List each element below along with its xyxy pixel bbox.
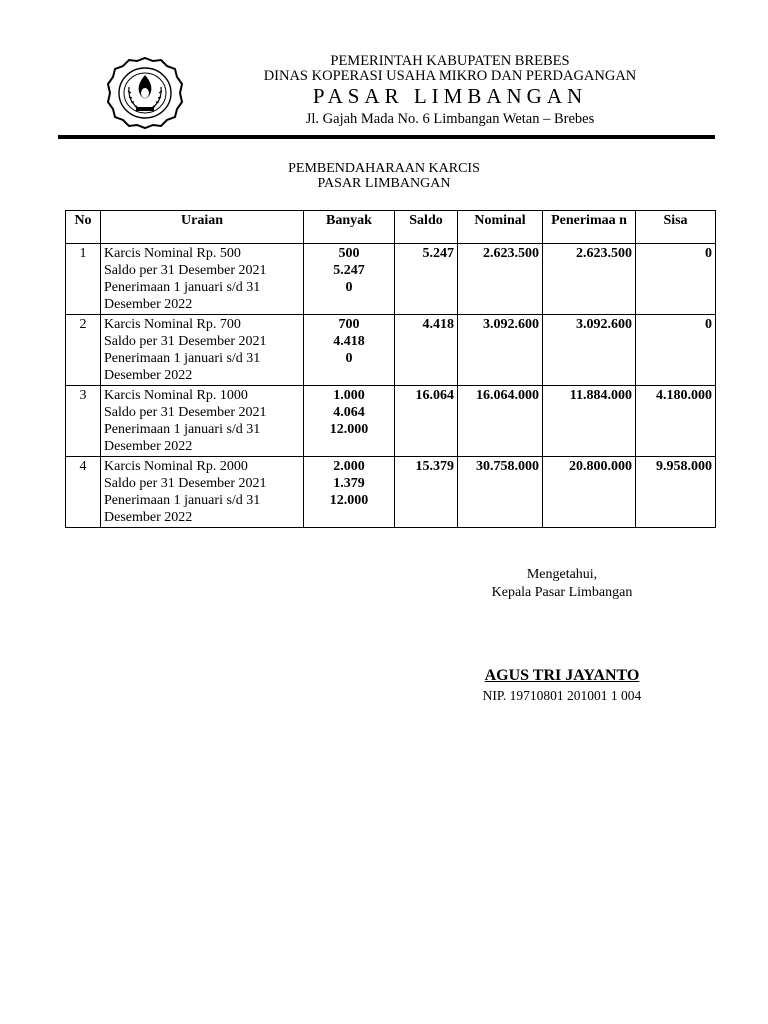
uraian-line: Penerimaan 1 januari s/d 31 Desember 2022 xyxy=(104,493,261,525)
header-banyak: Banyak xyxy=(304,211,395,244)
cell-nominal: 2.623.500 xyxy=(458,244,543,315)
cell-uraian xyxy=(101,244,304,315)
cell-nominal: 30.758.000 xyxy=(458,457,543,528)
uraian-line: Saldo per 31 Desember 2021 xyxy=(104,263,267,278)
header-saldo: Saldo xyxy=(395,211,458,244)
acknowledgement-label: Mengetahui, xyxy=(526,567,598,582)
cell-penerimaan: 2.623.500 xyxy=(543,244,636,315)
cell-sisa: 4.180.000 xyxy=(636,386,716,457)
cell-saldo: 5.247 xyxy=(395,244,458,315)
uraian-line: Saldo per 31 Desember 2021 xyxy=(104,334,267,349)
banyak-value: 700 xyxy=(338,317,360,332)
banyak-value: 0 xyxy=(345,280,353,295)
header-uraian: Uraian xyxy=(101,211,304,244)
table-row xyxy=(66,457,716,528)
banyak-value: 1.000 xyxy=(333,388,365,403)
cell-no: 2 xyxy=(66,315,101,386)
address: Jl. Gajah Mada No. 6 Limbangan Wetan – Brebes xyxy=(305,111,595,127)
letterhead-divider xyxy=(58,135,715,139)
banyak-value: 12.000 xyxy=(329,493,369,508)
header-penerimaan: Penerimaa n xyxy=(543,211,636,244)
banyak-value: 4.418 xyxy=(333,334,365,349)
cell-saldo: 15.379 xyxy=(395,457,458,528)
header-sisa: Sisa xyxy=(636,211,716,244)
uraian-line: Saldo per 31 Desember 2021 xyxy=(104,476,267,491)
signatory-name: AGUS TRI JAYANTO xyxy=(484,667,640,684)
cell-uraian xyxy=(101,315,304,386)
banyak-value: 2.000 xyxy=(333,459,365,474)
document-title: PEMBENDAHARAAN KARCIS xyxy=(288,161,480,176)
uraian-line: Karcis Nominal Rp. 1000 xyxy=(104,388,248,403)
market-name: PASAR LIMBANGAN xyxy=(312,84,588,108)
cell-no: 1 xyxy=(66,244,101,315)
banyak-value: 500 xyxy=(338,246,360,261)
cell-penerimaan: 11.884.000 xyxy=(543,386,636,457)
uraian-line: Penerimaan 1 januari s/d 31 Desember 2022 xyxy=(104,422,261,454)
uraian-line: Saldo per 31 Desember 2021 xyxy=(104,405,267,420)
header-no: No xyxy=(66,211,101,244)
cell-uraian xyxy=(101,457,304,528)
ticket-table xyxy=(65,210,716,528)
header-nominal: Nominal xyxy=(458,211,543,244)
government-name: PEMERINTAH KABUPATEN BREBES xyxy=(330,53,570,69)
cell-penerimaan: 3.092.600 xyxy=(543,315,636,386)
cell-sisa: 9.958.000 xyxy=(636,457,716,528)
banyak-value: 12.000 xyxy=(329,422,369,437)
cell-no: 3 xyxy=(66,386,101,457)
signatory-position: Kepala Pasar Limbangan xyxy=(491,585,633,600)
banyak-value: 1.379 xyxy=(333,476,365,491)
cell-uraian xyxy=(101,386,304,457)
uraian-line: Karcis Nominal Rp. 500 xyxy=(104,246,241,261)
table-header-row xyxy=(66,211,716,244)
cell-banyak xyxy=(304,386,395,457)
cell-no: 4 xyxy=(66,457,101,528)
table-row xyxy=(66,386,716,457)
banyak-value: 0 xyxy=(345,351,353,366)
cell-nominal: 16.064.000 xyxy=(458,386,543,457)
cell-banyak xyxy=(304,457,395,528)
cell-saldo: 16.064 xyxy=(395,386,458,457)
table-row xyxy=(66,315,716,386)
regency-emblem-icon xyxy=(106,55,184,131)
uraian-line: Karcis Nominal Rp. 700 xyxy=(104,317,241,332)
cell-sisa: 0 xyxy=(636,244,716,315)
cell-saldo: 4.418 xyxy=(395,315,458,386)
uraian-line: Penerimaan 1 januari s/d 31 Desember 2022 xyxy=(104,280,261,312)
cell-sisa: 0 xyxy=(636,315,716,386)
banyak-value: 4.064 xyxy=(333,405,365,420)
table-row xyxy=(66,244,716,315)
banyak-value: 5.247 xyxy=(333,263,365,278)
cell-nominal: 3.092.600 xyxy=(458,315,543,386)
uraian-line: Penerimaan 1 januari s/d 31 Desember 2022 xyxy=(104,351,261,383)
uraian-line: Karcis Nominal Rp. 2000 xyxy=(104,459,248,474)
cell-banyak xyxy=(304,315,395,386)
document-subtitle: PASAR LIMBANGAN xyxy=(317,176,451,191)
cell-banyak xyxy=(304,244,395,315)
signatory-nip: NIP. 19710801 201001 1 004 xyxy=(482,688,642,703)
agency-name: DINAS KOPERASI USAHA MIKRO DAN PERDAGANGAN xyxy=(263,68,637,84)
cell-penerimaan: 20.800.000 xyxy=(543,457,636,528)
